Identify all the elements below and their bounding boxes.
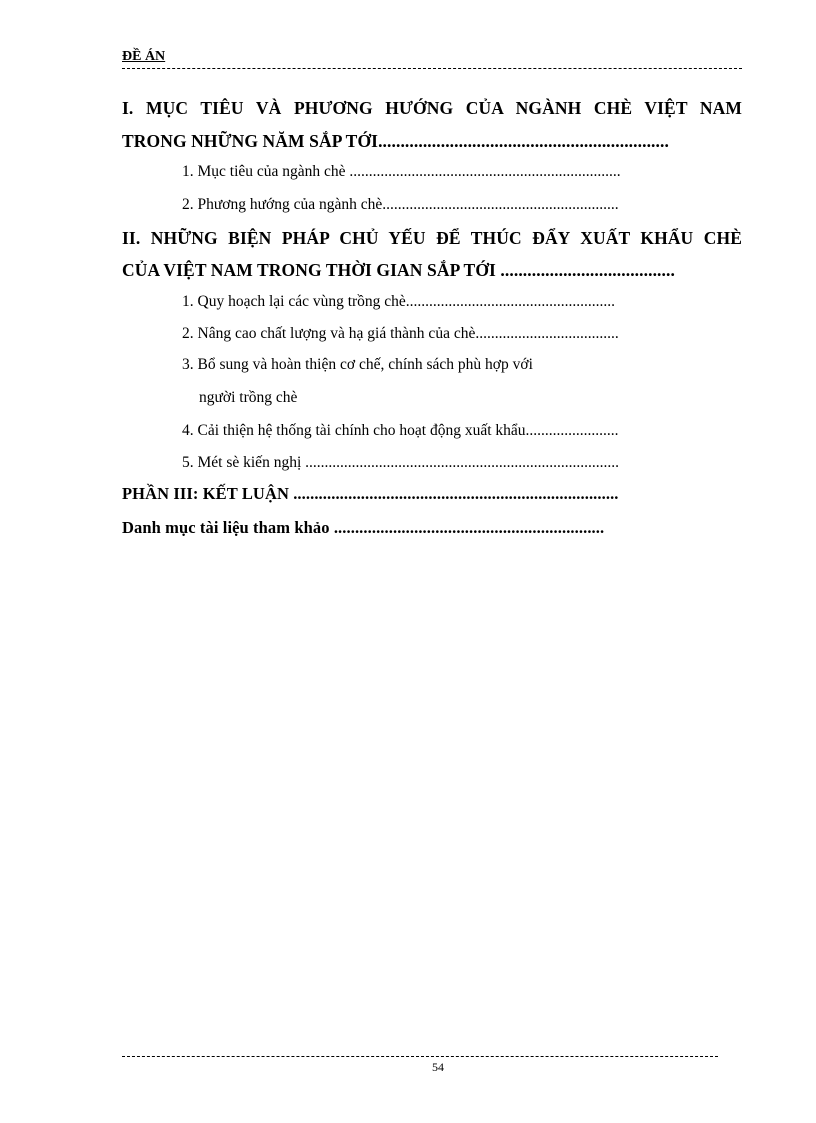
toc-section-1-title-cont: TRONG NHỮNG NĂM SẮP TỚI................................................................. [122, 131, 669, 151]
toc-section-2-title: II. NHỮNG BIỆN PHÁP CHỦ YẾU ĐỂ THÚC ĐẨY XUẤT KHẨU CHÈ [122, 228, 742, 248]
toc-item-2-1: 1. Quy hoạch lại các vùng trồng chè...................................................... [182, 293, 616, 310]
toc-item-1-2: 2. Phương hướng của ngành chè............................................................. [182, 196, 619, 213]
page-header-title: ĐỀ ÁN [122, 49, 166, 64]
toc-part-3: PHẦN III: KẾT LUẬN ............................................................................. [122, 484, 619, 503]
toc-item-1-1: 1. Mục tiêu của ngành chè ...................................................................... [182, 163, 621, 180]
page-number: 54 [432, 1060, 444, 1074]
toc-item-2-5: 5. Mét sè kiến nghị ................................................................................. [182, 454, 619, 471]
toc-references: Danh mục tài liệu tham khảo ................................................................ [122, 518, 605, 537]
toc-item-2-2: 2. Nâng cao chất lượng và hạ giá thành của chè..................................... [182, 325, 619, 342]
header-divider [122, 68, 742, 69]
toc-section-2-title-cont: CỦA VIỆT NAM TRONG THỜI GIAN SẮP TỚI ....................................... [122, 260, 675, 280]
toc-section-1-title: I. MỤC TIÊU VÀ PHƯƠNG HƯỚNG CỦA NGÀNH CHÈ VIỆT NAM [122, 98, 742, 118]
toc-item-2-4: 4. Cải thiện hệ thống tài chính cho hoạt động xuất khẩu........................ [182, 422, 619, 439]
footer-divider [122, 1056, 718, 1057]
toc-item-2-3-cont: người trồng chè [199, 389, 298, 406]
toc-item-2-3: 3. Bổ sung và hoàn thiện cơ chế, chính sách phù hợp với [182, 356, 533, 373]
